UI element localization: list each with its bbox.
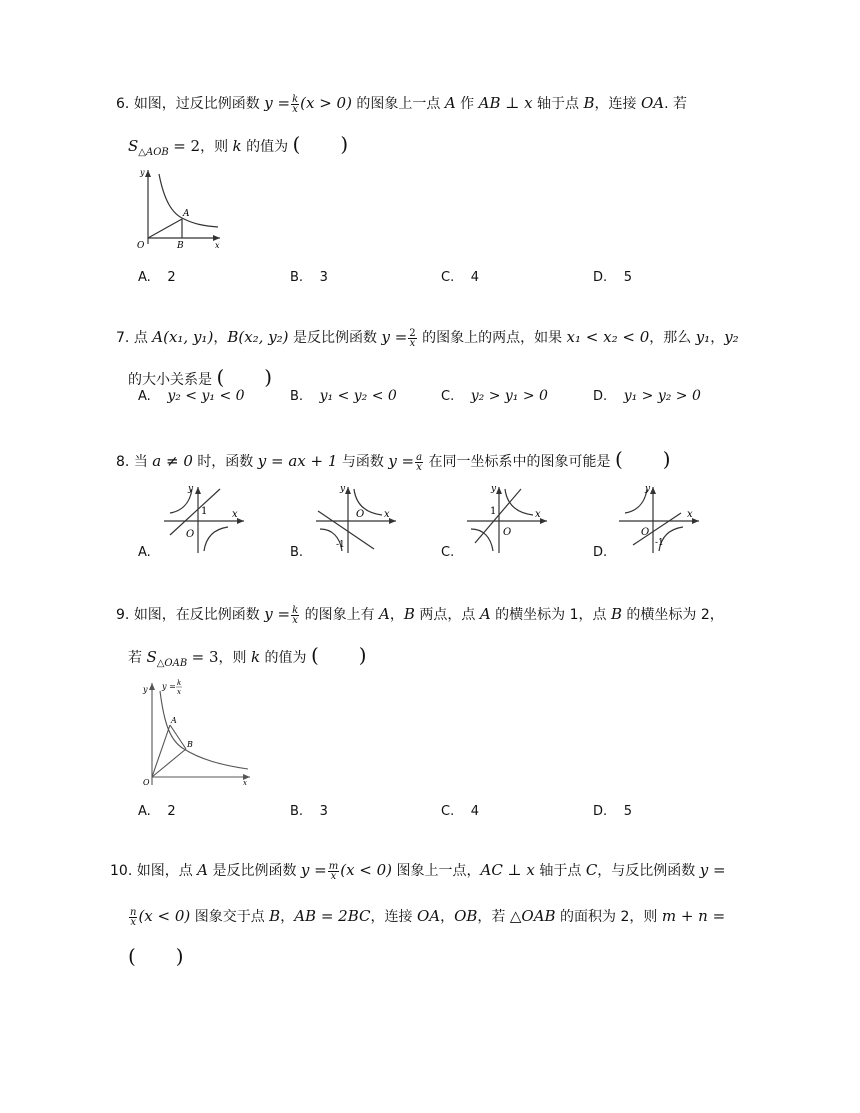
q8-formula-fraction: $\frac{a}{x}$ — [416, 451, 423, 473]
svg-text:y =: y = — [162, 682, 176, 691]
q6-perpendicular: AB ⊥ x — [478, 94, 533, 112]
q8-linear-function: y = ax + 1 — [257, 452, 338, 470]
svg-text:O: O — [143, 778, 150, 787]
svg-text:1: 1 — [490, 506, 497, 517]
q10-ask: m + n = — [661, 907, 726, 925]
q10-perpendicular: AC ⊥ x — [480, 861, 535, 879]
q7-y1: y₁ — [695, 328, 711, 346]
q9-area-symbol: S — [146, 648, 157, 666]
q10-text-8: ，连接 — [370, 909, 413, 925]
svg-text:x: x — [232, 509, 238, 520]
q6-line1 — [116, 93, 687, 114]
q10-number: 10. — [110, 863, 133, 879]
q10-formula-condition: (x < 0) — [340, 861, 393, 879]
q9-point-b: B — [610, 605, 622, 623]
q7-answer-paren: ( ) — [216, 365, 273, 389]
q6-fig-point-b: B — [177, 241, 184, 250]
q6-formula-lhs: y = — [264, 94, 291, 112]
q9-option-a[interactable]: A. 2 — [138, 804, 176, 819]
q6-formula-fraction: $\frac{k}{x}$ — [292, 93, 299, 115]
q9-figure — [140, 677, 254, 789]
q7-condition: x₁ < x₂ < 0 — [566, 328, 650, 346]
svg-text:x: x — [535, 509, 541, 520]
q10-formula-lhs: y = — [300, 861, 327, 879]
svg-text:y: y — [340, 484, 346, 494]
q6-text-1: 如图，过反比例函数 — [133, 96, 260, 112]
q9-line1: 9. 如图，在反比例函数 y = $\frac{k}{x}$ 的图象上有 A，B 两点，点 A 的横坐标为 1，点 B 的横坐标为 2， — [116, 604, 724, 626]
q7-number: 7. — [116, 330, 130, 346]
q8-graph-c — [463, 483, 553, 555]
q6-number: 6. — [116, 96, 130, 112]
q10-line2: $\frac{n}{x}$ (x < 0) 图象交于点 B，AB = 2BC，连接 OA，OB，若 △OAB 的面积为 2，则 m + n = — [130, 906, 726, 928]
q10-text-2: 是反比例函数 — [212, 863, 297, 879]
q9-option-c[interactable]: C. 4 — [441, 804, 480, 819]
q10-segment-ob: OB — [454, 907, 478, 925]
q9-formula-fraction: $\frac{k}{x}$ — [292, 604, 299, 626]
q9-option-b[interactable]: B. 3 — [290, 804, 328, 819]
q6-text-8: 的值为 — [246, 139, 289, 155]
q10-formula-fraction: $\frac{m}{x}$ — [328, 860, 339, 882]
q6-area-symbol: S — [128, 137, 139, 155]
q8-text-3: 与函数 — [341, 454, 384, 470]
q9-text-1: 如图，在反比例函数 — [133, 607, 260, 623]
q6-line2 — [128, 128, 348, 158]
q8-option-b[interactable]: B. — [290, 545, 304, 560]
q7-option-b[interactable]: B. y₁ < y₂ < 0 — [290, 388, 397, 404]
svg-text:x: x — [243, 779, 247, 787]
q10-text-4: 轴于点 — [539, 863, 582, 879]
q6-option-d[interactable]: D. 5 — [593, 270, 632, 285]
q7-line2 — [128, 361, 272, 390]
svg-text:O: O — [186, 529, 195, 540]
q6-fig-origin: O — [137, 241, 145, 250]
q10-line3 — [128, 940, 184, 969]
q9-line2: 若 $S_{\triangle OAB} = 3$，则 k 的值为 ( ) — [128, 643, 367, 669]
svg-text:k: k — [177, 679, 182, 687]
svg-text:B: B — [187, 740, 193, 749]
q9-answer-paren: ( ) — [311, 643, 367, 667]
q10-line1 — [110, 860, 726, 881]
svg-text:-1: -1 — [336, 540, 345, 550]
q6-area-subscript: △AOB — [138, 146, 169, 158]
q7-text-line2: 的大小关系是 — [128, 372, 212, 388]
q8-text-2: 时，函数 — [197, 454, 254, 470]
q7-option-c[interactable]: C. y₂ > y₁ > 0 — [441, 388, 548, 404]
q7-text-3: 的图象上的两点，如果 — [422, 330, 563, 346]
svg-text:1: 1 — [201, 506, 208, 517]
q7-line1: 7. 点 A(x₁, y₁)，B(x₂, y₂) 是反比例函数 y = $\frac{2}{x}$ 的图象上的两点，如果 x₁ < x₂ < 0，那么 y₁，y₂ — [116, 327, 739, 349]
q6-answer-paren: ( ) — [292, 132, 349, 156]
q10-formula2-lhs: y = — [699, 861, 726, 879]
q8-text-1: 当 — [133, 454, 148, 470]
q6-point-a: A — [444, 94, 456, 112]
q9-text-7: 若 — [128, 650, 142, 666]
q8-graph-b — [312, 483, 402, 555]
q8-graph-a — [160, 483, 250, 555]
svg-text:x: x — [687, 509, 693, 520]
q10-text-10: ，若 — [477, 909, 506, 925]
q6-text-6: . 若 — [664, 96, 688, 112]
q9-number: 9. — [116, 607, 130, 623]
q6-text-3: 作 — [460, 96, 475, 112]
q8-formula-lhs: y = — [388, 452, 415, 470]
q7-point-a: A(x₁, y₁) — [152, 328, 214, 346]
svg-text:x: x — [177, 688, 181, 696]
q8-option-c[interactable]: C. — [441, 545, 455, 560]
q7-y2: y₂ — [724, 328, 739, 346]
q6-option-c[interactable]: C. 4 — [441, 270, 480, 285]
q7-option-a[interactable]: A. y₂ < y₁ < 0 — [138, 388, 245, 404]
q10-answer-paren: ( ) — [128, 944, 184, 968]
q10-formula2-fraction: $\frac{n}{x}$ — [130, 906, 137, 928]
q7-text-4: ，那么 — [649, 330, 692, 346]
q10-segment-oa: OA — [416, 907, 441, 925]
q6-fig-y-label: y — [140, 168, 145, 177]
q6-text-4: 轴于点 — [537, 96, 580, 112]
svg-text:O: O — [503, 527, 512, 538]
q7-option-d[interactable]: D. y₁ > y₂ > 0 — [593, 388, 701, 404]
q8-graph-d — [615, 483, 705, 555]
q6-k-variable: k — [232, 137, 242, 155]
q6-segment-oa: OA — [640, 94, 665, 112]
q9-text-4: 两点，点 — [419, 607, 476, 623]
q10-formula2-condition: (x < 0) — [138, 907, 191, 925]
q7-text-1: 点 — [133, 330, 148, 346]
q7-point-b: B(x₂, y₂) — [227, 328, 289, 346]
q6-fig-point-a: A — [183, 209, 190, 219]
svg-text:O: O — [356, 509, 365, 520]
q10-triangle: △OAB — [509, 907, 556, 925]
svg-text:y: y — [188, 484, 194, 494]
q8-condition: a ≠ 0 — [152, 452, 193, 470]
q9-text-9: 的值为 — [264, 650, 307, 666]
q8-option-d[interactable]: D. — [593, 545, 608, 560]
q9-formula-lhs: y = — [264, 605, 291, 623]
q8-line1 — [116, 443, 671, 472]
svg-text:x: x — [384, 509, 390, 520]
q10-point-a: A — [197, 861, 209, 879]
q10-text-1: 如图，点 — [136, 863, 193, 879]
q6-text-2: 的图象上一点 — [356, 96, 441, 112]
q10-text-11: 的面积为 2，则 — [560, 909, 658, 925]
q10-relation: AB = 2BC — [294, 907, 371, 925]
q9-text-5: 的横坐标为 1，点 — [495, 607, 607, 623]
q6-fig-x-label: x — [215, 241, 220, 250]
q10-text-5: ，与反比例函数 — [597, 863, 696, 879]
q6-option-a[interactable]: A. 2 — [138, 270, 176, 285]
q9-text-2: 的图象上有 — [304, 607, 375, 623]
q9-area-equals: = 3 — [191, 648, 219, 666]
svg-text:-1: -1 — [655, 538, 664, 548]
q8-number: 8. — [116, 454, 130, 470]
q8-option-a[interactable]: A. — [138, 545, 151, 560]
q10-text-6: 图象交于点 — [194, 909, 265, 925]
q9-text-6: 的横坐标为 2， — [626, 607, 724, 623]
q6-formula-condition: (x > 0) — [300, 94, 352, 112]
svg-text:A: A — [171, 716, 177, 725]
svg-text:O: O — [641, 527, 650, 538]
q9-option-d[interactable]: D. 5 — [593, 804, 632, 819]
q7-formula-fraction: $\frac{2}{x}$ — [409, 327, 416, 349]
q10-point-b: B — [269, 907, 281, 925]
q6-text-7: ，则 — [200, 139, 229, 155]
q7-text-2: 是反比例函数 — [293, 330, 377, 346]
q9-k-variable: k — [251, 648, 261, 666]
q10-point-c: C — [585, 861, 598, 879]
q6-area-equals: = 2 — [173, 137, 201, 155]
q8-text-4: 在同一坐标系中的图象可能是 — [428, 454, 611, 470]
q7-formula-lhs: y = — [381, 328, 408, 346]
q6-text-5: ，连接 — [594, 96, 637, 112]
q6-figure — [128, 166, 224, 250]
q9-point-a: A — [479, 605, 491, 623]
q10-text-3: 图象上一点， — [396, 863, 481, 879]
q9-area-subscript: △OAB — [156, 657, 188, 669]
svg-text:y: y — [491, 484, 497, 494]
svg-text:y: y — [143, 685, 148, 694]
q6-point-b: B — [583, 94, 595, 112]
q6-option-b[interactable]: B. 3 — [290, 270, 328, 285]
svg-text:y: y — [645, 484, 651, 494]
q8-answer-paren: ( ) — [615, 447, 671, 471]
